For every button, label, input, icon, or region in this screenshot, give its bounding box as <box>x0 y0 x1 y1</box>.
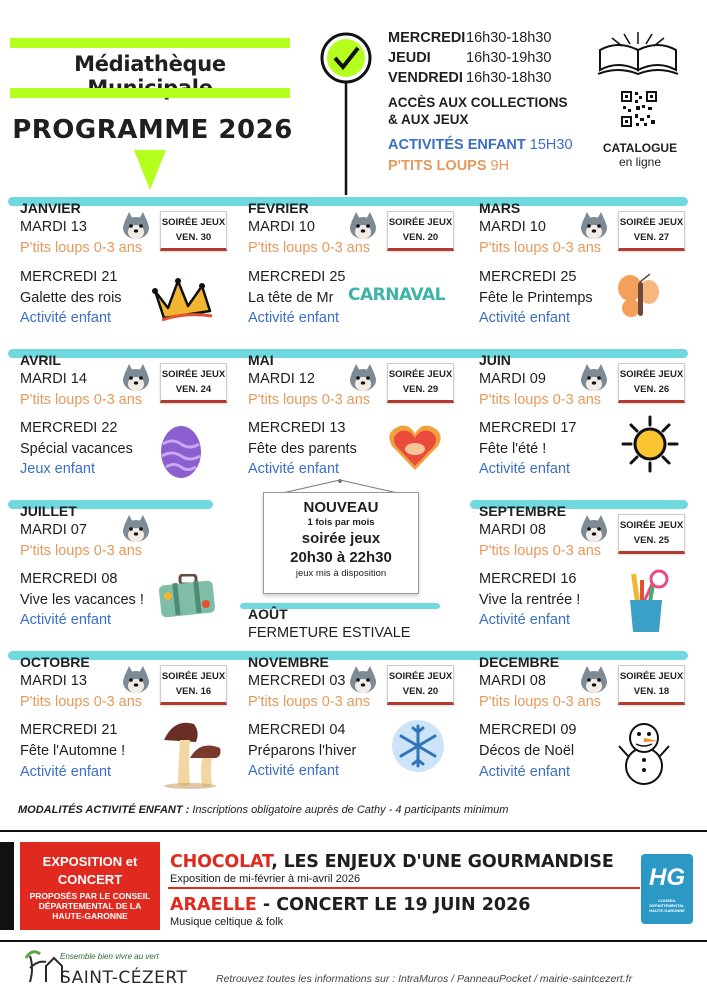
schedule-row: JEUDI 16h30-19h30 <box>388 50 552 66</box>
row-separator <box>8 197 688 206</box>
soiree-badge: SOIRÉE JEUX VEN. 18 <box>618 665 685 705</box>
soiree-badge: SOIRÉE JEUX VEN. 30 <box>160 211 227 251</box>
suitcase-icon <box>158 574 216 618</box>
expo-top-line <box>0 830 707 832</box>
snowman-icon <box>618 716 670 788</box>
access-text: ACCÈS AUX COLLECTIONS & AUX JEUX <box>388 95 568 127</box>
soiree-badge: SOIRÉE JEUX VEN. 20 <box>387 665 454 705</box>
nouveau-box: NOUVEAU 1 fois par mois soirée jeux 20h30 à 22h30 jeux mis à disposition <box>263 492 419 594</box>
program-title: PROGRAMME 2026 <box>12 115 293 145</box>
row-separator <box>8 349 688 358</box>
soiree-badge: SOIRÉE JEUX VEN. 29 <box>387 363 454 403</box>
hg-logo: HG CONSEIL DÉPARTEMENTAL HAUTE-GARONNE <box>641 854 693 924</box>
ptits-time: P'TITS LOUPS 9H <box>388 158 510 174</box>
schedule-row: MERCREDI16h30-18h30 <box>388 30 552 46</box>
soiree-badge: SOIRÉE JEUX VEN. 16 <box>160 665 227 705</box>
expo-box: EXPOSITION et CONCERT PROPOSÉS PAR LE CONSEIL DÉPARTEMENTAL DE LA HAUTE-GARONNE <box>20 842 160 930</box>
soiree-badge: SOIRÉE JEUX VEN. 24 <box>160 363 227 403</box>
row-separator <box>8 651 688 660</box>
wolf-icon <box>121 514 151 544</box>
activities-time: ACTIVITÉS ENFANT 15H30 <box>388 137 573 153</box>
page-title: Médiathèque <box>74 52 226 76</box>
town-motto: Ensemble bien vivre au vert <box>60 952 159 961</box>
event-chocolat-sub: Exposition de mi-février à mi-avril 2026 <box>170 873 361 885</box>
catalogue-link[interactable]: CATALOGUE en ligne <box>602 141 678 169</box>
wolf-icon <box>121 665 151 695</box>
event-chocolat: CHOCOLAT, LES ENJEUX D'UNE GOURMANDISE <box>170 852 614 872</box>
wolf-icon <box>348 211 378 241</box>
book-icon <box>592 30 684 80</box>
pencil-cup-icon <box>622 568 670 634</box>
snowflake-icon <box>390 718 446 774</box>
event-divider <box>168 887 640 889</box>
wolf-icon <box>348 665 378 695</box>
clock-icon <box>318 30 374 200</box>
mushroom-icon <box>160 718 226 790</box>
arrow-down-icon <box>134 150 166 190</box>
wolf-icon <box>579 363 609 393</box>
town-name: SAINT-CÉZERT <box>60 968 188 988</box>
wolf-icon <box>579 665 609 695</box>
soiree-badge: SOIRÉE JEUX VEN. 27 <box>618 211 685 251</box>
event-araelle-sub: Musique celtique & folk <box>170 916 284 928</box>
wolf-icon <box>579 514 609 544</box>
expo-left-strip <box>0 842 14 930</box>
schedule-row: VENDREDI 16h30-18h30 <box>388 70 552 86</box>
soiree-badge: SOIRÉE JEUX VEN. 25 <box>618 514 685 554</box>
carnaval-icon: CARNAVAL <box>348 285 445 305</box>
wolf-icon <box>579 211 609 241</box>
sun-icon <box>620 414 680 474</box>
wolf-icon <box>121 363 151 393</box>
event-araelle: ARAELLE - CONCERT LE 19 JUIN 2026 <box>170 895 531 915</box>
schedule-list <box>388 28 551 88</box>
wolf-icon <box>348 363 378 393</box>
footer-info: Retrouvez toutes les informations sur : IntraMuros / PanneauPocket / mairie-saintcezert.fr <box>216 973 633 985</box>
crown-icon <box>150 276 220 326</box>
header-bar-top <box>10 38 290 48</box>
expo-bottom-line <box>0 940 707 942</box>
heart-hands-icon <box>388 422 442 472</box>
qr-code-icon[interactable] <box>620 90 658 128</box>
wolf-icon <box>121 211 151 241</box>
header-bar-bottom <box>10 88 290 98</box>
easter-egg-icon <box>158 422 204 480</box>
soiree-badge: SOIRÉE JEUX VEN. 20 <box>387 211 454 251</box>
soiree-badge: SOIRÉE JEUX VEN. 26 <box>618 363 685 403</box>
modalites-note: MODALITÉS ACTIVITÉ ENFANT : Inscriptions obligatoire auprès de Cathy - 4 participants minimum <box>18 804 509 816</box>
butterfly-icon <box>615 272 663 322</box>
